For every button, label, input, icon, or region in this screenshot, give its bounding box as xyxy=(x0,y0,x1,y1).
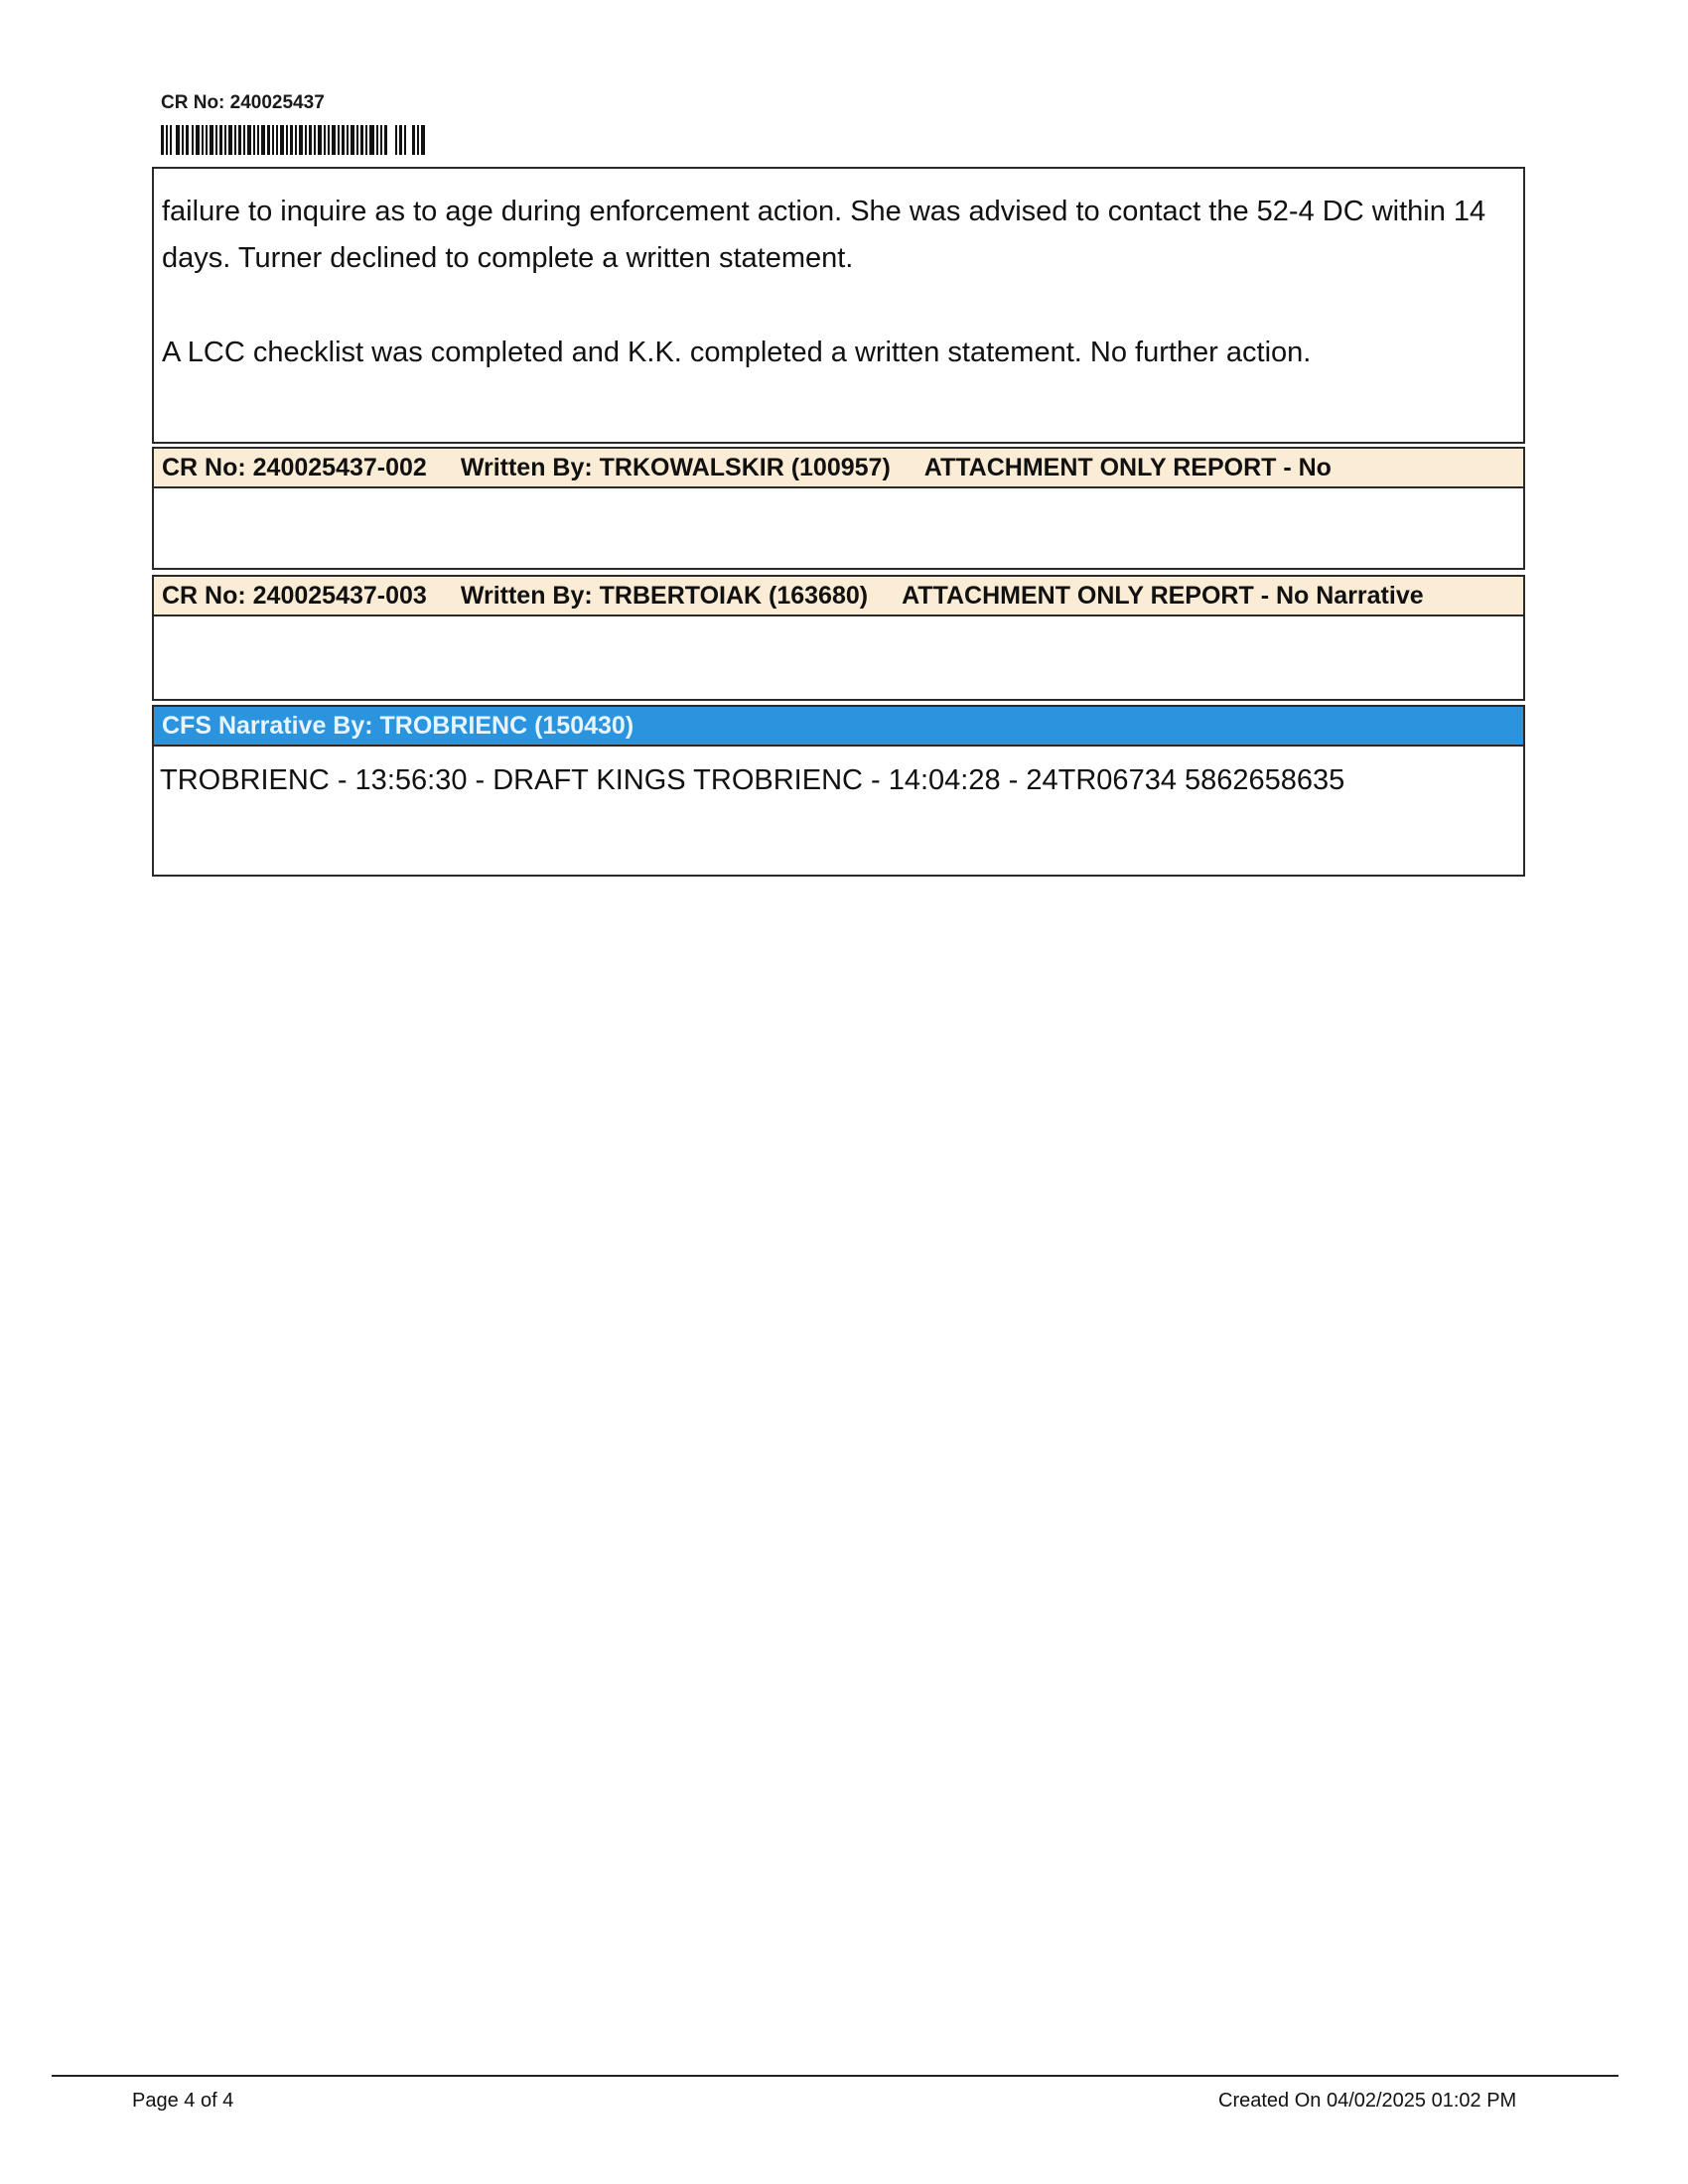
report-written-by: Written By: TRKOWALSKIR (100957) xyxy=(460,453,891,481)
cfs-narrative-section xyxy=(152,705,1525,877)
created-on: Created On 04/02/2025 01:02 PM xyxy=(1218,2090,1517,2112)
report-header xyxy=(154,449,1523,488)
report-section-002 xyxy=(152,447,1525,570)
report-written-by: Written By: TRBERTOIAK (163680) xyxy=(460,581,869,610)
barcode xyxy=(161,125,425,155)
report-section-003 xyxy=(152,575,1525,701)
page-number: Page 4 of 4 xyxy=(132,2090,234,2112)
report-attachment-status: ATTACHMENT ONLY REPORT - No xyxy=(923,453,1332,481)
narrative-paragraph: A LCC checklist was completed and K.K. completed a written statement. No further action. xyxy=(162,337,1312,368)
report-header xyxy=(154,577,1523,616)
footer-divider xyxy=(52,2075,1618,2077)
cr-number: CR No: 240025437 xyxy=(161,92,325,113)
cfs-narrative-header: CFS Narrative By: TROBRIENC (150430) xyxy=(154,707,1523,747)
narrative-box xyxy=(152,167,1525,444)
report-cr-number: CR No: 240025437-003 xyxy=(162,581,427,610)
cfs-narrative-text: TROBRIENC - 13:56:30 - DRAFT KINGS TROBRIENC - 14:04:28 - 24TR06734 5862658635 xyxy=(160,764,1345,796)
narrative-paragraph: failure to inquire as to age during enforcement action. She was advised to contact the 52-4 DC within 14 days. Turner declined to complete a written statement. xyxy=(162,196,1486,274)
report-attachment-status: ATTACHMENT ONLY REPORT - No Narrative xyxy=(902,581,1424,610)
report-cr-number: CR No: 240025437-002 xyxy=(162,453,427,481)
